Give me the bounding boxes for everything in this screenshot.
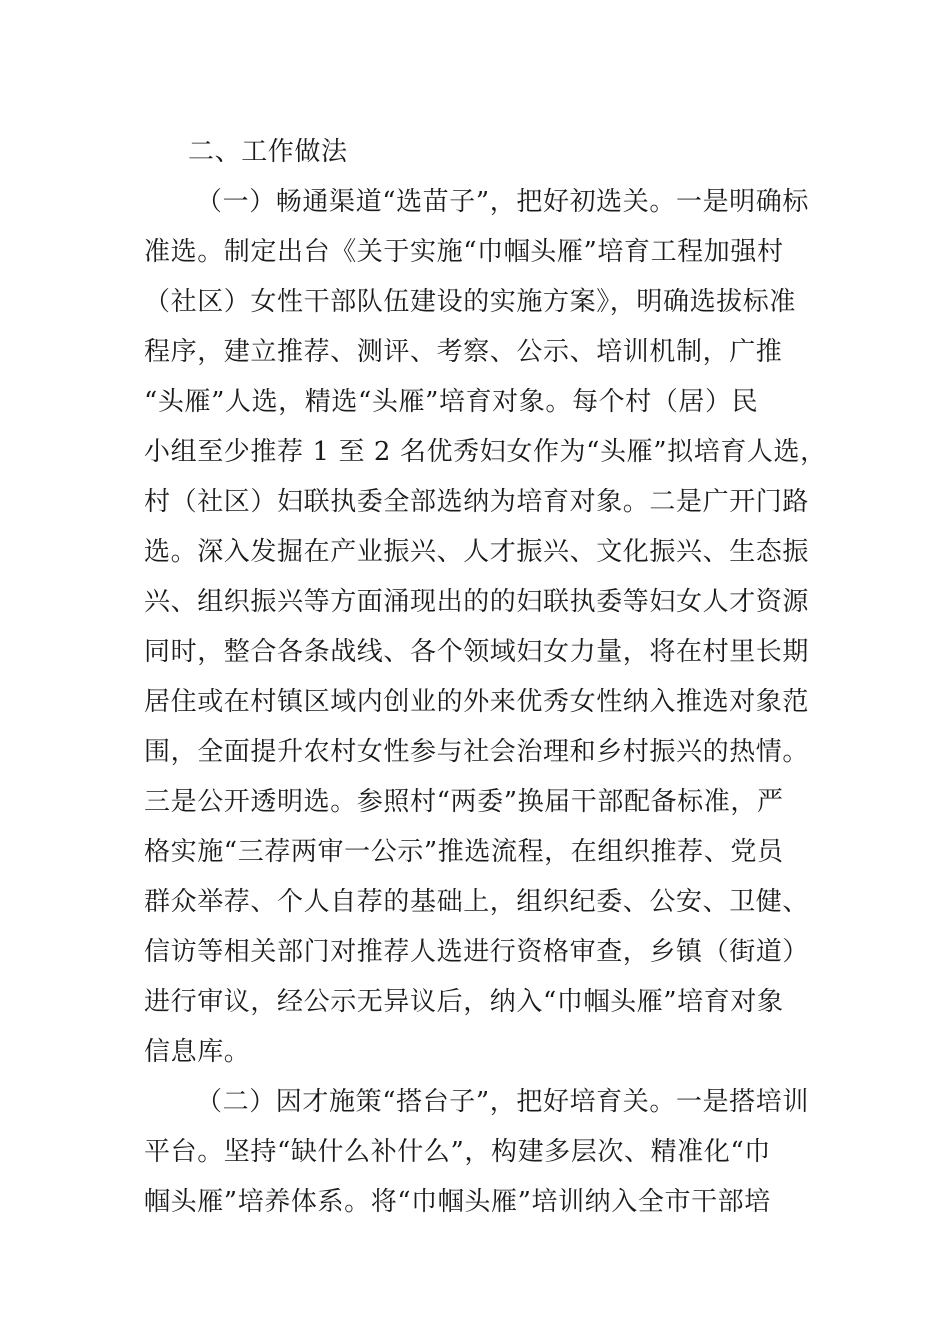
paragraph-line: （社区）女性干部队伍建设的实施方案》，明确选拔标准 [144, 287, 797, 317]
paragraph-line: 帼头雁”培养体系。将“巾帼头雁”培训纳入全市干部培 [144, 1187, 771, 1217]
document-body [144, 127, 827, 1227]
paragraph-line: 信访等相关部门对推荐人选进行资格审查，乡镇（街道） [144, 937, 810, 967]
paragraph-line: 围，全面提升农村女性参与社会治理和乡村振兴的热情。 [144, 737, 810, 767]
paragraph-2 [144, 1077, 809, 1227]
paragraph-line: 选。深入发掘在产业振兴、人才振兴、文化振兴、生态振 [144, 537, 810, 567]
paragraph-line: 居住或在村镇区域内创业的外来优秀女性纳入推选对象范 [144, 687, 810, 717]
paragraph-line: （二）因才施策“搭台子”，把好培育关。一是搭培训 [196, 1087, 809, 1117]
paragraph-line: 三是公开透明选。参照村“两委”换届干部配备标准，严 [144, 787, 784, 817]
section-heading: 二、工作做法 [188, 137, 348, 167]
paragraph-line: 程序，建立推荐、测评、考察、公示、培训机制，广推 [144, 337, 783, 367]
paragraph-line: 同时，整合各条战线、各个领域妇女力量，将在村里长期 [144, 637, 810, 667]
paragraph-line: 进行审议，经公示无异议后，纳入“巾帼头雁”培育对象 [144, 987, 784, 1017]
paragraph-line: 格实施“三荐两审一公示”推选流程，在组织推荐、党员 [144, 837, 784, 867]
paragraph-line: 信息库。 [144, 1037, 251, 1067]
paragraph-line: 兴、组织振兴等方面涌现出的的妇联执委等妇女人才资源 [144, 587, 810, 617]
paragraph-1 [144, 177, 827, 1077]
paragraph-line: 小组至少推荐 1 至 2 名优秀妇女作为“头雁”拟培育人选， [144, 437, 827, 467]
paragraph-line: 准选。制定出台《关于实施“巾帼头雁”培育工程加强村 [144, 237, 784, 267]
paragraph-line: 平台。坚持“缺什么补什么”，构建多层次、精准化“巾 [144, 1137, 771, 1167]
paragraph-line: “头雁”人选，精选“头雁”培育对象。每个村（居）民 [144, 387, 759, 417]
paragraph-line: （一）畅通渠道“选苗子”，把好初选关。一是明确标 [196, 187, 809, 217]
paragraph-line: 村（社区）妇联执委全部选纳为培育对象。二是广开门路 [144, 487, 810, 517]
paragraph-line: 群众举荐、个人自荐的基础上，组织纪委、公安、卫健、 [144, 887, 810, 917]
